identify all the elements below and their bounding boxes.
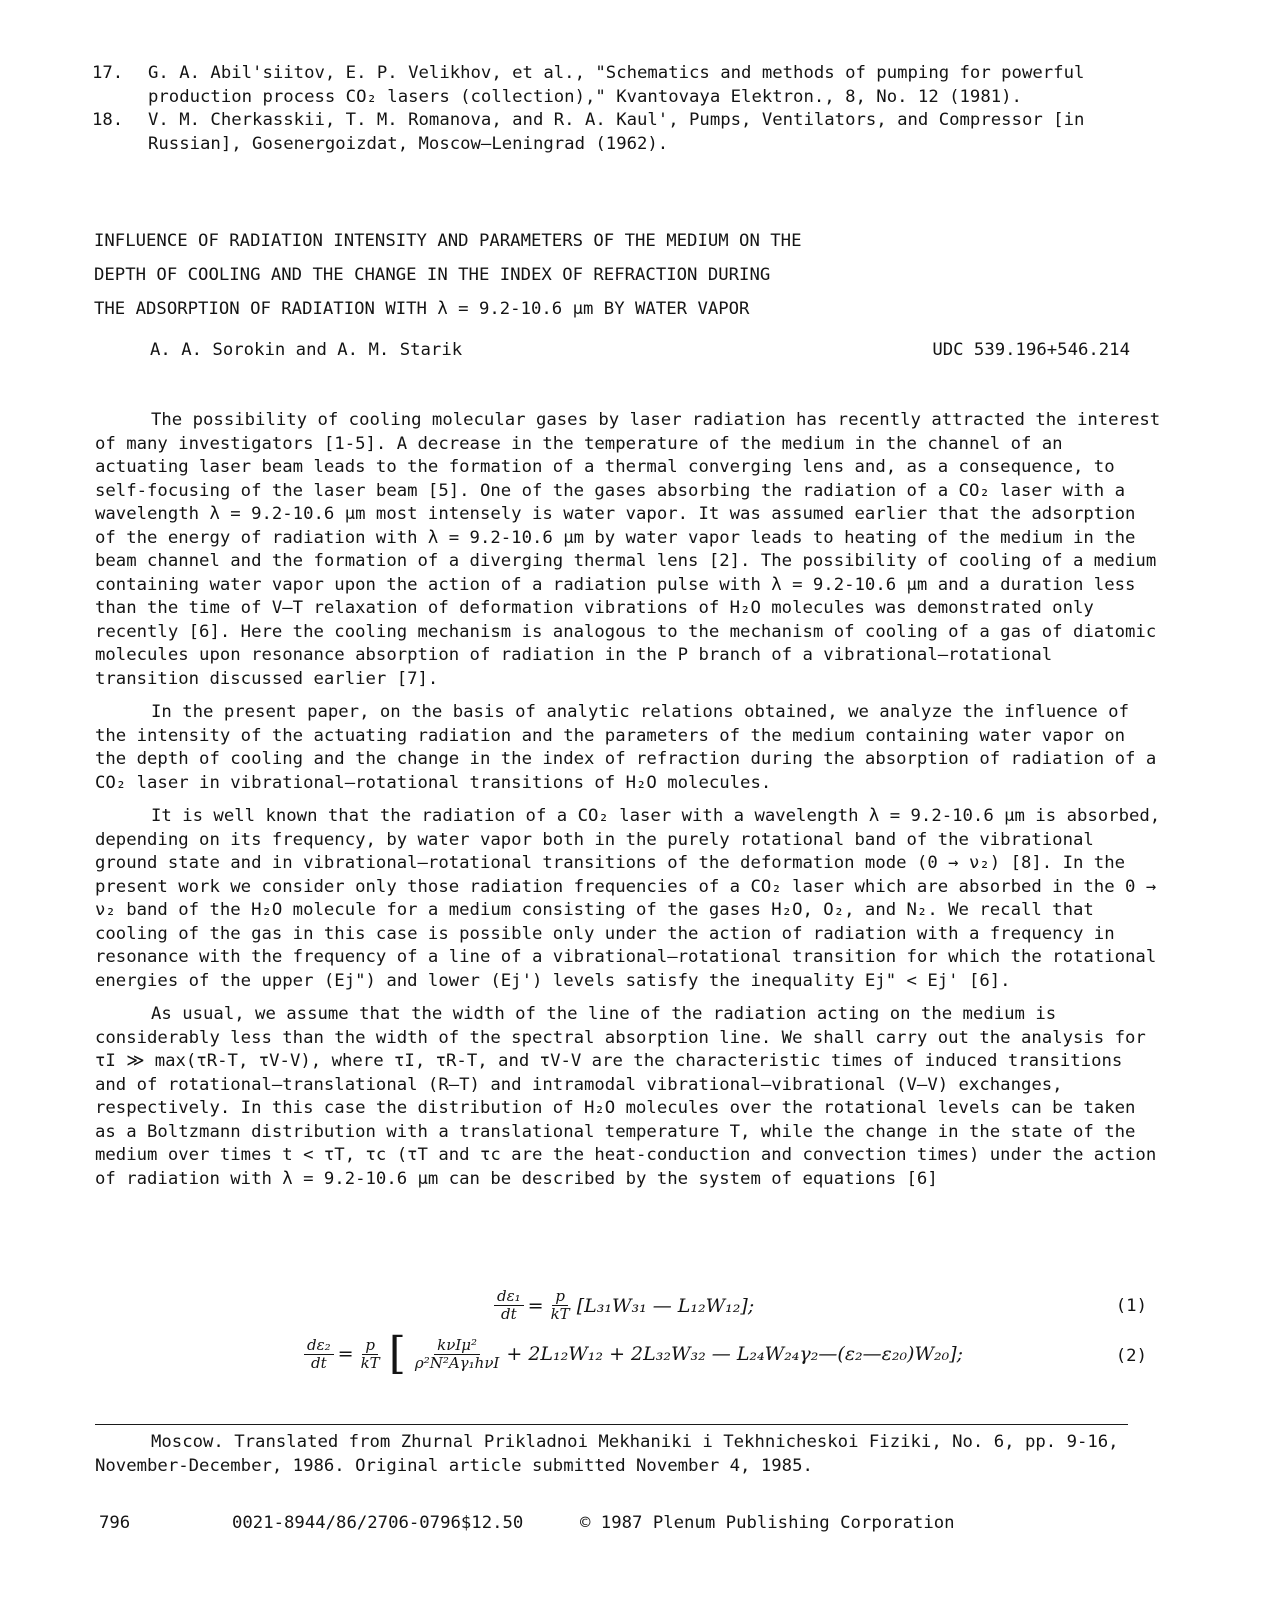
title-line: DEPTH OF COOLING AND THE CHANGE IN THE INDEX OF REFRACTION DURING [94, 265, 771, 285]
equation-1 [490, 1288, 754, 1323]
fraction-numerator: p [362, 1337, 378, 1355]
fraction-denominator: ρ²N²Aγ₁hνI [414, 1353, 500, 1372]
reference-text: V. M. Cherkasskii, T. M. Romanova, and R. A. Kaul', Pumps, Ventilators, and Compressor [in Russian], Gosenergoizdat, Moscow—Leningrad (1962). [148, 110, 1085, 154]
article-title [94, 224, 1094, 326]
fraction-denominator: dt [311, 1353, 327, 1372]
page-number: 796 [99, 1513, 131, 1533]
fraction-denominator: kT [360, 1353, 380, 1372]
title-line: THE ADSORPTION OF RADIATION WITH λ = 9.2-10.6 μm BY WATER VAPOR [94, 299, 750, 319]
fraction-numerator: p [552, 1288, 568, 1306]
reference-item [92, 62, 1172, 109]
equation-rhs: + 2L₁₂W₁₂ + 2L₃₂W₃₂ — L₂₄W₂₄γ₂—(ε₂—ε₂₀)W₂₀]; [506, 1343, 964, 1365]
fraction-numerator: dε₂ [304, 1337, 334, 1355]
derivative-fraction [494, 1288, 524, 1323]
equation-number: (1) [1115, 1296, 1147, 1316]
coefficient-fraction [548, 1288, 573, 1323]
footnote: Moscow. Translated from Zhurnal Prikladnoi Mekhaniki i Tekhnicheskoi Fiziki, No. 6, pp. 9-16, November-December, 1986. Original article submitted November 4, 1985. [95, 1432, 1119, 1476]
equations-block [95, 1284, 1147, 1404]
reference-number: 18. [92, 110, 124, 130]
fraction-denominator: kT [550, 1305, 570, 1323]
paragraph: As usual, we assume that the width of the line of the radiation acting on the medium is considerably less than the width of the spectral absorption line. We shall carry out the analysis for τI ≫ max(τR-T, τV-V), where τI, τR-T, and τV-V are the characteristic times of induced transitions and of rotational—translational (R—T) and intramodal vibrational—vibrational (V—V) exchanges, respectively. In this case the distribution of H₂O molecules over the rotational levels can be taken as a Boltzmann distribution with a translational temperature T, while the change in the state of the medium over times t < τT, τc (τT and τc are the heat-conduction and convection times) under the action of radiation with λ = 9.2-10.6 μm can be described by the system of equations [6] [95, 1004, 1157, 1189]
reference-item [92, 109, 1172, 156]
reference-text: G. A. Abil'siitov, E. P. Velikhov, et al., "Schematics and methods of pumping for powerful production process CO₂ lasers (collection)," Kvantovaya Elektron., 8, No. 12 (1981). [148, 63, 1085, 107]
fraction-numerator: kνIμ² [434, 1337, 480, 1355]
equation-number: (2) [1115, 1346, 1147, 1366]
authors: A. A. Sorokin and A. M. Starik [150, 340, 463, 360]
equals-sign: = [527, 1294, 544, 1317]
udc-code: UDC 539.196+546.214 [932, 340, 1130, 360]
title-line: INFLUENCE OF RADIATION INTENSITY AND PARAMETERS OF THE MEDIUM ON THE [94, 231, 802, 251]
coefficient-fraction [358, 1337, 383, 1372]
paragraph: It is well known that the radiation of a CO₂ laser with a wavelength λ = 9.2-10.6 μm is absorbed, depending on its frequency, by water vapor both in the purely rotational band of the vibrational ground state and in vibrational—rotational transitions of the deformation mode (0 → ν₂) [8]. In the present work we consider only those radiation frequencies of a CO₂ laser which are absorbed in the 0 → ν₂ band of the H₂O molecule for a medium consisting of the gases H₂O, O₂, and N₂. We recall that cooling of the gas in this case is possible only under the action of radiation with a frequency in resonance with the frequency of a line of a vibrational—rotational transition for which the rotational energies of the upper (Ej") and lower (Ej') levels satisfy the inequality Ej" < Ej' [6]. [95, 806, 1161, 991]
fraction-denominator: dt [501, 1305, 517, 1323]
equation-rhs: [L₃₁W₃₁ — L₁₂W₁₂]; [576, 1294, 755, 1317]
equals-sign: = [337, 1343, 354, 1365]
paragraph: The possibility of cooling molecular gases by laser radiation has recently attracted the interest of many investigators [1-5]. A decrease in the temperature of the medium in the channel of an actuating laser beam leads to the formation of a thermal converging lens and, as a consequence, to self-focusing of the laser beam [5]. One of the gases absorbing the radiation of a CO₂ laser with a wavelength λ = 9.2-10.6 μm most intensely is water vapor. It was assumed earlier that the adsorption of the energy of radiation with λ = 9.2-10.6 μm by water vapor leads to heating of the medium in the beam channel and the formation of a diverging thermal lens [2]. The possibility of cooling of a medium containing water vapor upon the action of a radiation pulse with λ = 9.2-10.6 μm and a duration less than the time of V—T relaxation of deformation vibrations of H₂O molecules was demonstrated only recently [6]. Here the cooling mechanism is analogous to the mechanism of cooling of a gas of diatomic molecules upon resonance absorption of radiation in the P branch of a vibrational—rotational transition discussed earlier [7]. [95, 410, 1161, 689]
equation-2 [300, 1328, 964, 1379]
paragraph: In the present paper, on the basis of analytic relations obtained, we analyze the influence of the intensity of the actuating radiation and the parameters of the medium containing water vapor on the depth of cooling and the change in the index of refraction during the absorption of radiation of a CO₂ laser in vibrational—rotational transitions of H₂O molecules. [95, 702, 1157, 793]
reference-list [92, 62, 1172, 156]
fraction-numerator: dε₁ [494, 1288, 524, 1306]
derivative-fraction [304, 1337, 334, 1372]
copyright-notice: © 1987 Plenum Publishing Corporation [580, 1513, 955, 1533]
left-bracket: [ [388, 1328, 406, 1379]
article-code: 0021-8944/86/2706-0796$12.50 [232, 1513, 524, 1533]
article-body [95, 409, 1163, 1201]
reference-number: 17. [92, 63, 124, 83]
source-term-fraction [412, 1337, 503, 1372]
footnote-divider [95, 1424, 1128, 1425]
